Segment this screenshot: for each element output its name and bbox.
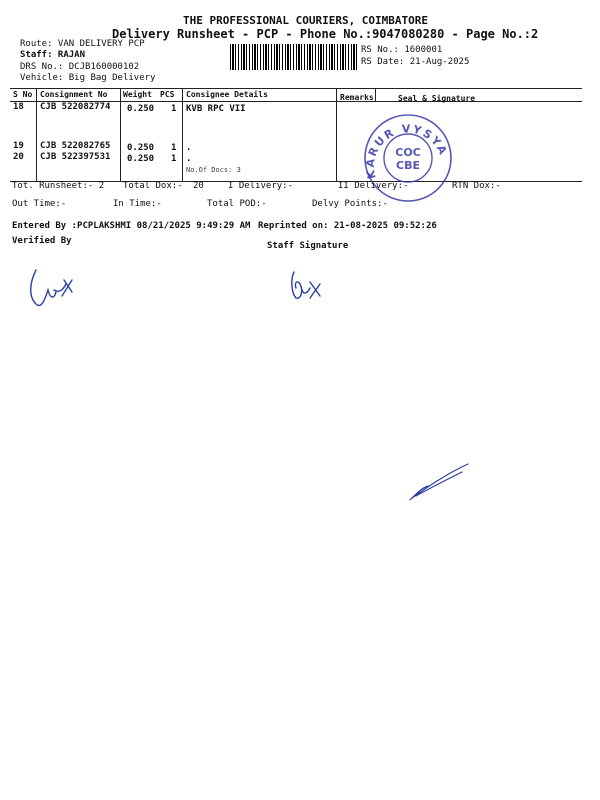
seal-code-bottom: CBE: [396, 159, 420, 172]
staff-label: Staff: RAJAN: [20, 50, 86, 60]
tot-runsheet: Tot. Runsheet:- 2: [12, 181, 105, 191]
row-18-sno: 18: [13, 102, 24, 112]
header-consignment: Consignment No: [40, 90, 108, 99]
total-pod: Total POD:-: [207, 199, 267, 209]
recipient-signature: [406, 462, 472, 502]
header-consignee: Consignee Details: [186, 90, 268, 99]
row-20-consignee: .: [186, 154, 192, 164]
company-name: THE PROFESSIONAL COURIERS, COIMBATORE: [183, 14, 429, 27]
row-20-consignment: CJB 522397531: [40, 152, 111, 162]
in-time: In Time:-: [113, 199, 162, 209]
seal-code-top: COC: [395, 146, 421, 159]
row-18-pcs: 1: [171, 104, 177, 114]
row-18-consignment: CJB 522082774: [40, 102, 111, 112]
header-weight: Weight: [123, 90, 152, 99]
row-20-weight: 0.250: [127, 154, 155, 164]
total-dox-value: 20: [193, 181, 204, 191]
row-18-consignee: KVB RPC VII: [186, 104, 246, 114]
route-label: Route: VAN DELIVERY PCP: [20, 39, 145, 49]
row-19-sno: 19: [13, 141, 24, 151]
ii-delivery: II Delivery:-: [338, 181, 409, 191]
staff-signature-label: Staff Signature: [267, 241, 349, 251]
row-19-weight: 0.250: [127, 143, 155, 153]
barcode-image: [230, 44, 358, 70]
header-pcs: PCS: [160, 90, 175, 99]
row-19-consignment: CJB 522082765: [40, 141, 111, 151]
vehicle-label: Vehicle: Big Bag Delivery: [20, 73, 156, 83]
rtn-dox: RTN Dox:-: [452, 181, 501, 191]
header-remarks: Remarks: [340, 93, 374, 102]
row-18-weight: 0.250: [127, 104, 155, 114]
total-dox-label: Total Dox:-: [123, 181, 183, 191]
i-delivery: I Delivery:-: [228, 181, 294, 191]
verified-by-label: Verified By: [12, 236, 72, 246]
delvy-points: Delvy Points:-: [312, 199, 388, 209]
row-20-pcs: 1: [171, 154, 177, 164]
header-sno: S No: [13, 90, 33, 99]
page-title: Delivery Runsheet - PCP - Phone No.:9047080280 - Page No.:2: [112, 27, 539, 41]
entered-by: Entered By :PCPLAKSHMI 08/21/2025 9:49:29 AM: [12, 221, 251, 231]
row-19-consignee: .: [186, 143, 192, 153]
seal-bank-name: KARUR VYSYA: [363, 122, 451, 181]
out-time: Out Time:-: [12, 199, 67, 209]
header-seal: Seal & Signature: [398, 94, 476, 103]
row-19-pcs: 1: [171, 143, 177, 153]
rs-number: RS No.: 1600001: [361, 45, 443, 55]
staff-signature: [284, 270, 326, 306]
drs-number: DRS No.: DCJB160000102: [20, 62, 140, 72]
no-of-docs: No.Of Docs: 3: [186, 166, 241, 174]
table-top-border: [10, 88, 582, 89]
rs-date: RS Date: 21-Aug-2025: [361, 57, 470, 67]
verifier-signature: [24, 266, 84, 312]
reprinted-on: Reprinted on: 21-08-2025 09:52:26: [258, 221, 437, 231]
row-20-sno: 20: [13, 152, 24, 162]
